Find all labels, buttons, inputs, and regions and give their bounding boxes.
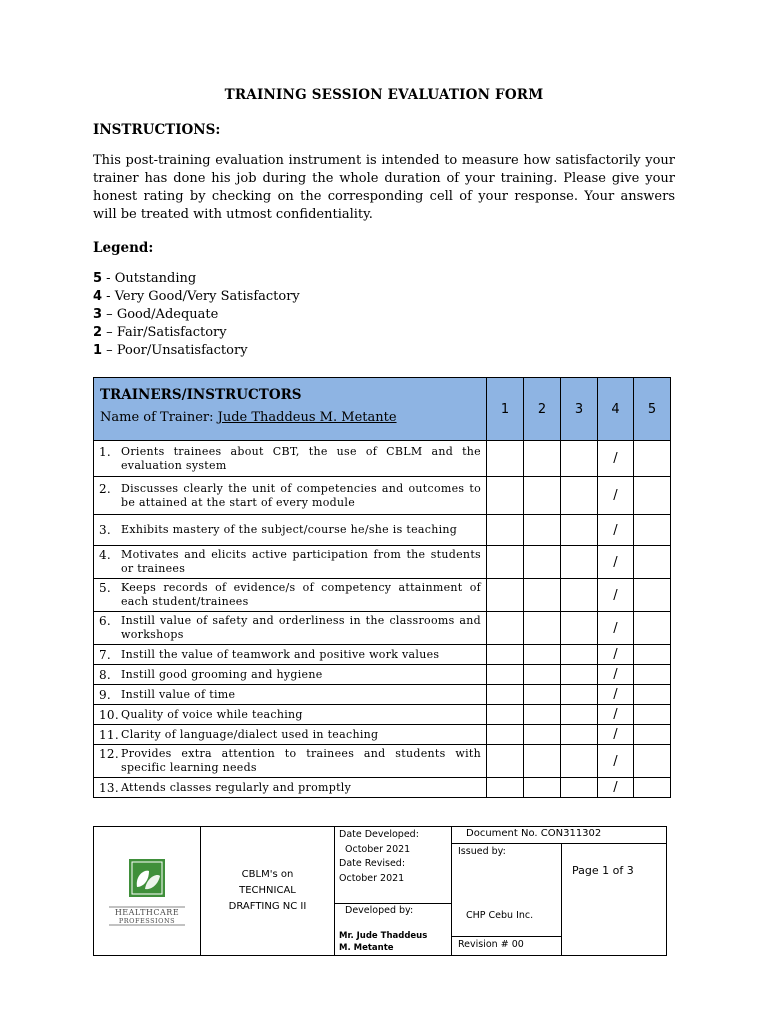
- table-row: [94, 725, 671, 745]
- rating-cell-3[interactable]: [561, 725, 598, 745]
- rating-cell-5[interactable]: [634, 441, 671, 477]
- rating-cell-2[interactable]: [524, 778, 561, 798]
- table-row: [94, 477, 671, 515]
- rating-cell-4[interactable]: [598, 579, 634, 612]
- check-mark: /: [613, 522, 618, 538]
- check-mark: /: [613, 753, 618, 769]
- scale-header-5: 5: [634, 378, 671, 441]
- module-title-cell: [201, 827, 335, 956]
- rating-cell-4[interactable]: [598, 685, 634, 705]
- trainers-heading: TRAINERS/INSTRUCTORS: [100, 386, 302, 403]
- criterion-text: Keeps records of evidence/s of competency attainment of each student/trainees: [121, 581, 481, 608]
- legend-item: [93, 306, 300, 324]
- criterion-number: 9.: [99, 687, 112, 702]
- instructions-text: This post-training evaluation instrument is intended to measure how satisfactorily your trainer has done his job during the whole duration of your training. Please give your honest rating by checking on the corresponding cell of your response. Your answers will be treated with utmost confidentiality.: [93, 153, 675, 222]
- issuer-cell: [452, 844, 562, 937]
- legend-item: [93, 324, 300, 342]
- rating-cell-2[interactable]: [524, 725, 561, 745]
- date-developed-label: Date Developed:: [339, 829, 419, 840]
- rating-cell-3[interactable]: [561, 546, 598, 579]
- rating-cell-5[interactable]: [634, 745, 671, 778]
- developed-by-label: Developed by:: [345, 905, 414, 916]
- rating-cell-1[interactable]: [487, 665, 524, 685]
- rating-cell-1[interactable]: [487, 778, 524, 798]
- legend-sep: -: [102, 289, 115, 304]
- legend-sep: -: [102, 271, 115, 286]
- criterion-number: 6.: [99, 614, 112, 628]
- criterion-text: Instill the value of teamwork and positive work values: [121, 647, 440, 661]
- criterion-number: 2.: [99, 481, 112, 496]
- legend-heading: Legend:: [93, 240, 154, 256]
- criterion-text: Instill value of safety and orderliness in the classrooms and workshops: [121, 614, 481, 641]
- check-mark: /: [613, 780, 618, 795]
- rating-cell-1[interactable]: [487, 441, 524, 477]
- criterion-number: 8.: [99, 667, 112, 682]
- check-mark: /: [613, 451, 618, 466]
- rating-cell-5[interactable]: [634, 705, 671, 725]
- rating-cell-2[interactable]: [524, 515, 561, 546]
- criterion-text: Exhibits mastery of the subject/course he/she is teaching: [121, 523, 458, 536]
- criterion-text: Orients trainees about CBT, the use of CBLM and the evaluation system: [121, 444, 481, 472]
- criterion-cell: [94, 778, 487, 798]
- rating-cell-2[interactable]: [524, 685, 561, 705]
- criterion-text: Discusses clearly the unit of competencies and outcomes to be attained at the start of every module: [121, 481, 481, 509]
- trainer-label: Name of Trainer:: [100, 409, 218, 425]
- revision-cell: [452, 937, 562, 956]
- svg-text:HEALTHCARE: HEALTHCARE: [114, 908, 180, 917]
- criterion-number: 4.: [99, 548, 112, 562]
- rating-cell-5[interactable]: [634, 665, 671, 685]
- criterion-number: 7.: [99, 647, 112, 662]
- trainer-name-line: [94, 404, 486, 433]
- rating-cell-3[interactable]: [561, 665, 598, 685]
- rating-cell-5[interactable]: [634, 645, 671, 665]
- rating-cell-1[interactable]: [487, 745, 524, 778]
- rating-cell-4[interactable]: [598, 665, 634, 685]
- table-row: [94, 778, 671, 798]
- rating-cell-1[interactable]: [487, 579, 524, 612]
- developer-name: Mr. Jude Thaddeus M. Metante: [339, 931, 428, 953]
- rating-cell-2[interactable]: [524, 745, 561, 778]
- page-number: Page 1 of 3: [572, 863, 634, 877]
- criterion-cell: [94, 685, 487, 705]
- rating-cell-4[interactable]: [598, 778, 634, 798]
- check-mark: /: [613, 707, 618, 722]
- rating-cell-1[interactable]: [487, 477, 524, 515]
- criterion-text: Clarity of language/dialect used in teaching: [121, 727, 379, 741]
- issuer: CHP Cebu Inc.: [466, 910, 534, 921]
- legend-text: Outstanding: [114, 271, 197, 286]
- rating-cell-4[interactable]: [598, 612, 634, 645]
- rating-table: [93, 377, 671, 798]
- table-row: [94, 665, 671, 685]
- rating-cell-4[interactable]: [598, 546, 634, 579]
- scale-header-4: 4: [598, 378, 634, 441]
- criterion-number: 11.: [99, 727, 119, 742]
- rating-cell-4[interactable]: [598, 441, 634, 477]
- rating-cell-4[interactable]: [598, 477, 634, 515]
- rating-cell-3[interactable]: [561, 515, 598, 546]
- rating-cell-2[interactable]: [524, 477, 561, 515]
- table-row: [94, 705, 671, 725]
- table-row: [94, 745, 671, 778]
- legend-text: Fair/Satisfactory: [116, 325, 227, 340]
- scale-header-3: 3: [561, 378, 598, 441]
- table-row: [94, 546, 671, 579]
- rating-cell-3[interactable]: [561, 778, 598, 798]
- criterion-number: 13.: [99, 780, 119, 795]
- rating-cell-3[interactable]: [561, 745, 598, 778]
- rating-cell-1[interactable]: [487, 725, 524, 745]
- rating-cell-1[interactable]: [487, 515, 524, 546]
- table-row: [94, 579, 671, 612]
- developer-cell: [335, 904, 452, 956]
- issued-by-label: Issued by:: [458, 846, 506, 857]
- criterion-number: 10.: [99, 707, 119, 722]
- criterion-number: 12.: [99, 747, 119, 761]
- rating-cell-4[interactable]: [598, 645, 634, 665]
- criterion-cell: [94, 612, 487, 645]
- legend-item: [93, 270, 300, 288]
- criterion-cell: [94, 546, 487, 579]
- legend-text: Poor/Unsatisfactory: [116, 343, 248, 358]
- table-row: [94, 612, 671, 645]
- trainer-header-cell: [94, 378, 487, 441]
- table-row: [94, 685, 671, 705]
- rating-cell-3[interactable]: [561, 612, 598, 645]
- rating-cell-2[interactable]: [524, 441, 561, 477]
- rating-cell-5[interactable]: [634, 477, 671, 515]
- rating-cell-1[interactable]: [487, 546, 524, 579]
- criterion-cell: [94, 705, 487, 725]
- rating-cell-5[interactable]: [634, 778, 671, 798]
- rating-cell-3[interactable]: [561, 705, 598, 725]
- logo-cell: [94, 827, 201, 956]
- legend-sep: –: [102, 325, 117, 340]
- legend-text: Good/Adequate: [116, 307, 219, 322]
- date-revised: October 2021: [339, 872, 405, 884]
- legend-num: 3: [93, 307, 103, 322]
- rating-cell-1[interactable]: [487, 612, 524, 645]
- legend-sep: –: [102, 307, 117, 322]
- criterion-text: Provides extra attention to trainees and students with specific learning needs: [121, 747, 481, 774]
- rating-cell-2[interactable]: [524, 612, 561, 645]
- rating-cell-2[interactable]: [524, 579, 561, 612]
- rating-cell-4[interactable]: [598, 515, 634, 546]
- document-no-cell: [452, 827, 667, 844]
- criterion-cell: [94, 725, 487, 745]
- scale-header-2: 2: [524, 378, 561, 441]
- criterion-text: Attends classes regularly and promptly: [121, 780, 352, 794]
- module-title: CBLM's on TECHNICAL DRAFTING NC II: [228, 869, 307, 912]
- rating-cell-5[interactable]: [634, 612, 671, 645]
- company-logo: [105, 857, 189, 929]
- rating-cell-3[interactable]: [561, 579, 598, 612]
- legend-sep: –: [102, 343, 117, 358]
- rating-cell-1[interactable]: [487, 645, 524, 665]
- rating-cell-4[interactable]: [598, 745, 634, 778]
- document-no: Document No. CON311302: [466, 828, 602, 839]
- legend-num: 5: [93, 271, 103, 286]
- rating-cell-2[interactable]: [524, 665, 561, 685]
- criterion-cell: [94, 579, 487, 612]
- rating-cell-4[interactable]: [598, 705, 634, 725]
- table-header-row: [94, 378, 671, 441]
- criterion-number: 1.: [99, 444, 112, 459]
- rating-cell-3[interactable]: [561, 477, 598, 515]
- check-mark: /: [613, 727, 618, 742]
- criterion-cell: [94, 515, 487, 546]
- criterion-text: Quality of voice while teaching: [121, 707, 303, 721]
- dates-cell: [335, 827, 452, 904]
- legend-num: 1: [93, 343, 103, 358]
- leaf-logo-icon: [105, 857, 189, 929]
- date-developed: October 2021: [345, 843, 411, 855]
- rating-cell-5[interactable]: [634, 685, 671, 705]
- criterion-number: 3.: [99, 523, 112, 537]
- page-cell: [562, 844, 667, 956]
- check-mark: /: [613, 488, 618, 503]
- criterion-number: 5.: [99, 581, 112, 595]
- rating-cell-5[interactable]: [634, 515, 671, 546]
- form-title: TRAINING SESSION EVALUATION FORM: [224, 87, 544, 103]
- criterion-text: Instill good grooming and hygiene: [121, 667, 323, 681]
- criterion-cell: [94, 745, 487, 778]
- check-mark: /: [613, 554, 618, 570]
- instructions-heading: INSTRUCTIONS:: [93, 122, 221, 138]
- check-mark: /: [613, 647, 618, 662]
- rating-cell-5[interactable]: [634, 579, 671, 612]
- rating-cell-5[interactable]: [634, 546, 671, 579]
- rating-cell-1[interactable]: [487, 705, 524, 725]
- legend-num: 2: [93, 325, 103, 340]
- revision: Revision # 00: [458, 939, 524, 951]
- rating-cell-3[interactable]: [561, 441, 598, 477]
- rating-cell-1[interactable]: [487, 685, 524, 705]
- document-footer: [93, 826, 667, 956]
- rating-cell-2[interactable]: [524, 705, 561, 725]
- date-revised-label: Date Revised:: [339, 858, 406, 869]
- check-mark: /: [613, 587, 618, 603]
- criterion-cell: [94, 645, 487, 665]
- legend-num: 4: [93, 289, 103, 304]
- criterion-cell: [94, 441, 487, 477]
- table-row: [94, 515, 671, 546]
- legend-item: [93, 288, 300, 306]
- scale-header-1: 1: [487, 378, 524, 441]
- criterion-text: Motivates and elicits active participation from the students or trainees: [121, 548, 481, 575]
- legend-text: Very Good/Very Satisfactory: [114, 289, 300, 304]
- svg-text:PROFESSIONS: PROFESSIONS: [118, 917, 176, 925]
- check-mark: /: [613, 667, 618, 682]
- rating-cell-2[interactable]: [524, 546, 561, 579]
- legend-list: [93, 270, 300, 360]
- check-mark: /: [613, 620, 618, 636]
- rating-cell-2[interactable]: [524, 645, 561, 665]
- rating-cell-3[interactable]: [561, 685, 598, 705]
- criterion-text: Instill value of time: [121, 687, 236, 701]
- rating-cell-3[interactable]: [561, 645, 598, 665]
- rating-cell-5[interactable]: [634, 725, 671, 745]
- table-row: [94, 645, 671, 665]
- check-mark: /: [613, 687, 618, 702]
- table-row: [94, 441, 671, 477]
- criterion-cell: [94, 665, 487, 685]
- criterion-cell: [94, 477, 487, 515]
- trainer-name: Jude Thaddeus M. Metante: [217, 409, 397, 425]
- rating-cell-4[interactable]: [598, 725, 634, 745]
- legend-item: [93, 342, 300, 360]
